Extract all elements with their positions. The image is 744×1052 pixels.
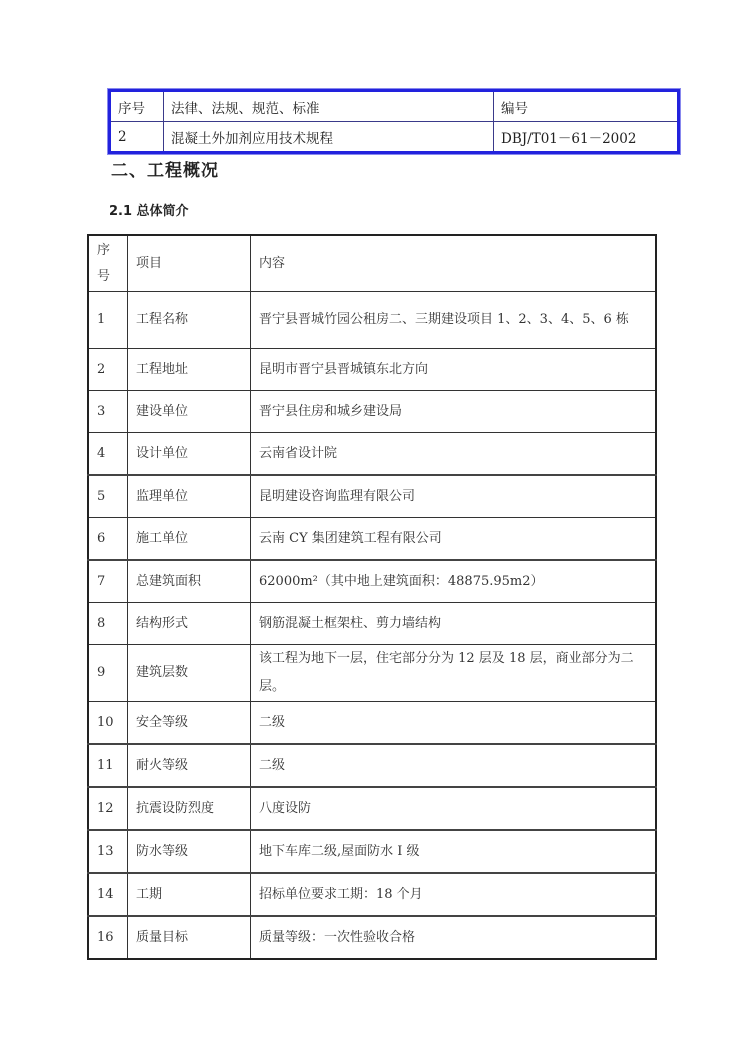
row-item: 建筑层数: [128, 645, 251, 702]
table-row: [88, 787, 656, 830]
row-item: 设计单位: [128, 433, 251, 476]
row-item: 工程名称: [128, 292, 251, 349]
row-no: 3: [88, 391, 128, 433]
row-content: 钢筋混凝土框架柱、剪力墙结构: [251, 603, 657, 645]
row-content: 二级: [251, 744, 657, 787]
row-item: 耐火等级: [128, 744, 251, 787]
row-no: 4: [88, 433, 128, 476]
overview-table-header: [88, 235, 656, 292]
table-row: [88, 916, 656, 959]
row-content: 昆明建设咨询监理有限公司: [251, 475, 657, 518]
table-row: [88, 702, 656, 745]
table-row: [88, 349, 656, 391]
row-content: 二级: [251, 702, 657, 745]
row-item: 质量目标: [128, 916, 251, 959]
row-no: 6: [88, 518, 128, 561]
table-row: [88, 292, 656, 349]
subsection-title: 2.1 总体简介: [109, 204, 189, 219]
row-item: 工期: [128, 873, 251, 916]
row-no: 10: [88, 702, 128, 745]
row-no: 2: [88, 349, 128, 391]
reference-table-header: [110, 91, 679, 122]
row-no: 9: [88, 645, 128, 702]
row-no: 16: [88, 916, 128, 959]
reference-table-row: [110, 122, 679, 153]
row-no: 12: [88, 787, 128, 830]
header-no-line2: 号: [97, 268, 111, 284]
row-content: 云南省设计院: [251, 433, 657, 476]
row-content: 晋宁县住房和城乡建设局: [251, 391, 657, 433]
row-no: 1: [88, 292, 128, 349]
row-no: 8: [88, 603, 128, 645]
row-item: 工程地址: [128, 349, 251, 391]
ref-no: 2: [110, 122, 164, 153]
table-row: [88, 518, 656, 561]
row-item: 安全等级: [128, 702, 251, 745]
row-content: 地下车库二级,屋面防水 I 级: [251, 830, 657, 873]
row-content: 招标单位要求工期：18 个月: [251, 873, 657, 916]
row-item: 建设单位: [128, 391, 251, 433]
row-content: 62000m²（其中地上建筑面积：48875.95m2）: [251, 560, 657, 603]
row-no: 14: [88, 873, 128, 916]
table-row: [88, 873, 656, 916]
section-title: 二、工程概况: [111, 161, 219, 181]
row-no: 11: [88, 744, 128, 787]
row-content: 晋宁县晋城竹园公租房二、三期建设项目 1、2、3、4、5、6 栋: [251, 292, 657, 349]
row-no: 5: [88, 475, 128, 518]
header-item: 项目: [128, 235, 251, 292]
table-row: [88, 391, 656, 433]
ref-code: DBJ/T01－61－2002: [494, 122, 679, 153]
row-item: 监理单位: [128, 475, 251, 518]
table-row: [88, 433, 656, 476]
table-row: [88, 475, 656, 518]
ref-standard: 混凝土外加剂应用技术规程: [164, 122, 494, 153]
row-content: 昆明市晋宁县晋城镇东北方向: [251, 349, 657, 391]
row-content: 该工程为地下一层，住宅部分分为 12 层及 18 层，商业部分为二层。: [251, 645, 657, 702]
row-content: 质量等级：一次性验收合格: [251, 916, 657, 959]
header-code: 编号: [494, 91, 679, 122]
row-content: 云南 CY 集团建筑工程有限公司: [251, 518, 657, 561]
table-row: [88, 744, 656, 787]
row-item: 抗震设防烈度: [128, 787, 251, 830]
row-item: 总建筑面积: [128, 560, 251, 603]
row-content: 八度设防: [251, 787, 657, 830]
row-no: 7: [88, 560, 128, 603]
header-no: 序号: [110, 91, 164, 122]
row-item: 施工单位: [128, 518, 251, 561]
project-overview-table: [87, 234, 657, 960]
reference-standards-table: [108, 89, 680, 154]
header-standard: 法律、法规、规范、标准: [164, 91, 494, 122]
header-no: [88, 235, 128, 292]
table-row: [88, 830, 656, 873]
row-item: 防水等级: [128, 830, 251, 873]
row-item: 结构形式: [128, 603, 251, 645]
row-no: 13: [88, 830, 128, 873]
table-row: [88, 645, 656, 702]
table-row: [88, 560, 656, 603]
table-row: [88, 603, 656, 645]
header-content: 内容: [251, 235, 657, 292]
header-no-line1: 序: [97, 242, 111, 258]
